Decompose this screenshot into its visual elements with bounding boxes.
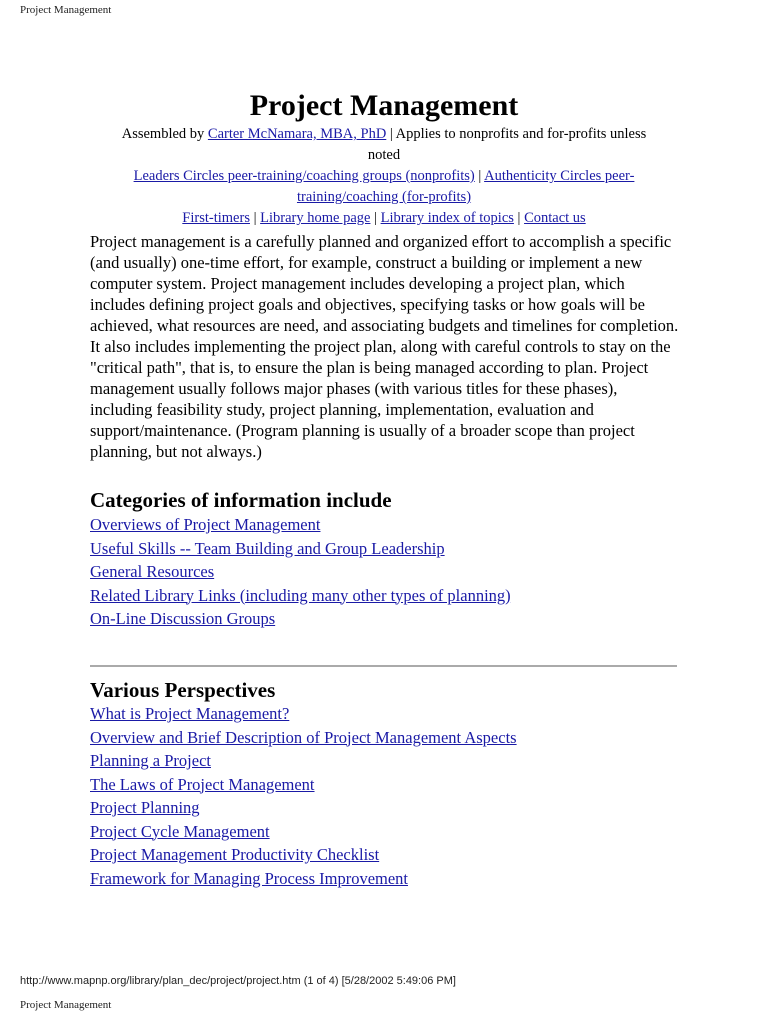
list-item [90,820,517,844]
byline-separator: | [249,210,261,226]
horizontal-divider [90,665,677,667]
list-item [90,702,517,726]
perspective-link-what-is[interactable]: What is Project Management? [90,704,290,723]
page-title: Project Management [249,89,519,122]
perspective-link-laws[interactable]: The Laws of Project Management [90,774,315,794]
authenticity-circles-link[interactable]: Authenticity Circles peer-training/coaching (for-profits) [296,168,635,205]
byline-separator: | [474,168,485,184]
nav-link-library-index[interactable]: Library index of topics [380,210,514,226]
byline-prefix: Assembled by [121,126,208,142]
list-item [90,726,517,750]
category-link-useful-skills[interactable]: Useful Skills -- Team Building and Group Leadership [90,538,445,558]
list-item [90,867,517,891]
category-link-general-resources[interactable]: General Resources [90,562,215,581]
perspective-link-cycle-management[interactable]: Project Cycle Management [90,821,270,841]
author-link[interactable]: Carter McNamara, MBA, PhD [207,126,387,142]
perspective-link-productivity-checklist[interactable]: Project Management Productivity Checklist [90,845,380,864]
byline-separator: | [386,126,396,142]
list-item [90,537,511,561]
list-item [90,513,511,537]
nav-link-library-home[interactable]: Library home page [260,210,371,226]
perspectives-heading: Various Perspectives [90,678,276,702]
perspective-link-planning-a-project[interactable]: Planning a Project [90,751,211,770]
list-item [90,749,517,773]
list-item [90,796,517,820]
list-item [90,773,517,797]
perspective-link-overview[interactable]: Overview and Brief Description of Project Management Aspects [90,727,517,747]
perspectives-list [90,702,517,890]
list-item [90,560,511,584]
page-header: Project Management [20,4,112,16]
list-item [90,607,511,631]
category-link-overviews[interactable]: Overviews of Project Management [90,515,321,534]
footer-url: http://www.mapnp.org/library/plan_dec/project/project.htm (1 of 4) [5/28/2002 5:49:06 PM] [20,975,456,987]
category-link-discussion-groups[interactable]: On-Line Discussion Groups [90,609,276,628]
list-item [90,843,517,867]
byline [110,124,658,229]
byline-separator: | [370,210,381,226]
byline-applies: Applies to nonprofits and for-profits unless noted [367,126,647,163]
categories-heading: Categories of information include [90,488,392,512]
category-link-related-library[interactable]: Related Library Links (including many other types of planning) [90,585,511,605]
nav-link-first-timers[interactable]: First-timers [182,210,250,226]
perspective-link-process-improvement[interactable]: Framework for Managing Process Improvement [90,868,409,888]
perspective-link-project-planning[interactable]: Project Planning [90,798,200,817]
categories-list [90,513,511,631]
intro-paragraph: Project management is a carefully planned and organized effort to accomplish a specific (and usually) one-time effort, for example, construct a building or implement a new computer system. Project management includes developing a project plan, which includes defining project goals and objectives, specifying tasks or how goals will be achieved, what resources are need, and associating budgets and timelines for completion. It also includes implementing the project plan, along with careful controls to stay on the "critical path", that is, to ensure the plan is being managed according to plan. Project management usually follows major phases (with various titles for these phases), including feasibility study, project planning, implementation, evaluation and support/maintenance. (Program planning is usually of a broader scope than project planning, but not always.) [90,232,679,461]
footer-title: Project Management [20,999,112,1011]
nav-link-contact-us[interactable]: Contact us [524,210,586,226]
leaders-circles-link[interactable]: Leaders Circles peer-training/coaching groups (nonprofits) [133,168,475,184]
byline-separator: | [513,210,525,226]
list-item [90,584,511,608]
